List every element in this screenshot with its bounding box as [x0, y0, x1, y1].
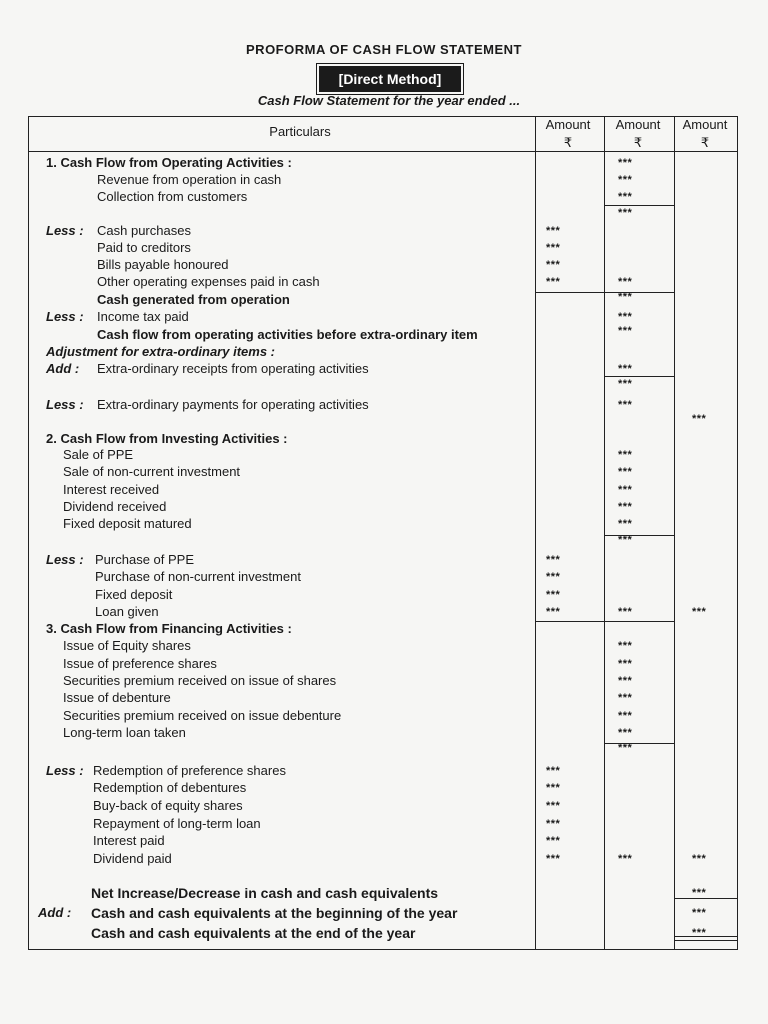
subtotal-placeholder: *** [692, 413, 707, 425]
column-divider [535, 116, 536, 950]
subtotal-rule [604, 205, 674, 206]
section-heading: 2. Cash Flow from Investing Activities : [46, 431, 288, 446]
header-divider [28, 151, 738, 152]
amount-placeholder: *** [546, 835, 561, 847]
table-row-label: Repayment of long-term loan [93, 816, 261, 831]
method-badge: [Direct Method] [319, 66, 461, 92]
amount-placeholder: *** [618, 692, 633, 704]
amount-placeholder: *** [618, 363, 633, 375]
amount-placeholder: *** [692, 606, 707, 618]
amount-placeholder: *** [618, 174, 633, 186]
column-divider [674, 116, 675, 950]
subtotal-placeholder: *** [618, 534, 633, 546]
column-divider [604, 116, 605, 950]
table-row-label: Buy-back of equity shares [93, 798, 243, 813]
subtotal-rule [604, 376, 674, 377]
table-row-label: Long-term loan taken [63, 725, 186, 740]
amount-placeholder: *** [618, 853, 633, 865]
row-prefix: Less : [46, 552, 84, 567]
amount-placeholder: *** [546, 765, 561, 777]
row-prefix: Less : [46, 397, 84, 412]
amount-placeholder: *** [546, 800, 561, 812]
table-row-label: Bills payable honoured [97, 257, 229, 272]
subtotal-rule [674, 936, 738, 937]
table-row-label: Other operating expenses paid in cash [97, 274, 320, 289]
table-row-label: Extra-ordinary payments for operating activities [97, 397, 369, 412]
table-row-label: Redemption of debentures [93, 780, 247, 795]
amount-placeholder: *** [618, 157, 633, 169]
amount-placeholder: *** [618, 727, 633, 739]
table-row-label: Interest paid [93, 833, 165, 848]
amount-placeholder: *** [546, 853, 561, 865]
amount-placeholder: *** [618, 191, 633, 203]
amount-placeholder: *** [546, 225, 561, 237]
table-row-label: Collection from customers [97, 189, 248, 204]
particulars-header: Particulars [269, 124, 331, 139]
subtotal-placeholder: *** [618, 378, 633, 390]
table-row-label: Cash purchases [97, 223, 191, 238]
section-heading: 1. Cash Flow from Operating Activities : [46, 155, 292, 170]
amount-placeholder: *** [618, 658, 633, 670]
table-row-label: Loan given [95, 604, 159, 619]
amount-placeholder: *** [618, 449, 633, 461]
table-row-label: Sale of non-current investment [63, 464, 241, 479]
subtotal-placeholder: *** [618, 325, 633, 337]
row-prefix: Less : [46, 223, 84, 238]
amount-placeholder: *** [618, 399, 633, 411]
amount-placeholder: *** [618, 311, 633, 323]
amount-placeholder: *** [692, 887, 707, 899]
currency-header-3: ₹ [700, 135, 710, 150]
table-row-label: Adjustment for extra-ordinary items : [46, 344, 275, 359]
currency-header-2: ₹ [633, 135, 643, 150]
amount-placeholder: *** [546, 259, 561, 271]
subtotal-rule [604, 743, 674, 744]
row-prefix: Less : [46, 763, 84, 778]
table-row-label: Fixed deposit [95, 587, 173, 602]
table-row-label: Fixed deposit matured [63, 516, 192, 531]
amount-placeholder: *** [618, 484, 633, 496]
table-row-label: Issue of debenture [63, 690, 171, 705]
table-row-label: Net Increase/Decrease in cash and cash equivalents [91, 885, 439, 901]
table-row-label: Interest received [63, 482, 160, 497]
table-row-label: Securities premium received on issue of shares [63, 673, 337, 688]
table-row-label: Redemption of preference shares [93, 763, 286, 778]
table-row-label: Paid to creditors [97, 240, 191, 255]
subtotal-rule [604, 621, 674, 622]
subtotal-placeholder: *** [618, 742, 633, 754]
subtotal-rule [604, 292, 674, 293]
table-row-label: Issue of preference shares [63, 656, 217, 671]
statement-subtitle: Cash Flow Statement for the year ended ... [257, 93, 521, 108]
section-heading: 3. Cash Flow from Financing Activities : [46, 621, 292, 636]
amount-placeholder: *** [546, 554, 561, 566]
amount-placeholder: *** [546, 782, 561, 794]
subtotal-rule [535, 292, 604, 293]
subtotal-rule [674, 898, 738, 899]
subtotal-placeholder: *** [618, 207, 633, 219]
amount-placeholder: *** [618, 501, 633, 513]
amount-placeholder: *** [618, 640, 633, 652]
table-row-label: Cash and cash equivalents at the beginning of the year [91, 905, 458, 921]
subtotal-rule [674, 940, 738, 941]
table-row-label: Sale of PPE [63, 447, 134, 462]
amount-header-2: Amount [615, 117, 661, 132]
amount-placeholder: *** [618, 710, 633, 722]
amount-placeholder: *** [546, 242, 561, 254]
table-row-label: Income tax paid [97, 309, 189, 324]
table-row-label: Securities premium received on issue debenture [63, 708, 342, 723]
page-title: PROFORMA OF CASH FLOW STATEMENT [246, 42, 522, 57]
table-row-label: Cash flow from operating activities before extra-ordinary item [97, 327, 478, 342]
table-row-label: Cash and cash equivalents at the end of the year [91, 925, 416, 941]
amount-placeholder: *** [618, 466, 633, 478]
subtotal-rule [535, 621, 604, 622]
subtotal-rule [604, 535, 674, 536]
amount-placeholder: *** [618, 518, 633, 530]
subtotal-placeholder: *** [618, 291, 633, 303]
row-prefix: Add : [38, 905, 72, 920]
amount-header-3: Amount [682, 117, 728, 132]
currency-header-1: ₹ [563, 135, 573, 150]
amount-placeholder: *** [618, 675, 633, 687]
table-row-label: Issue of Equity shares [63, 638, 191, 653]
table-row-label: Dividend received [63, 499, 167, 514]
amount-placeholder: *** [546, 571, 561, 583]
table-row-label: Cash generated from operation [97, 292, 290, 307]
row-prefix: Less : [46, 309, 84, 324]
amount-placeholder: *** [546, 276, 561, 288]
row-prefix: Add : [46, 361, 80, 376]
amount-placeholder: *** [546, 589, 561, 601]
table-row-label: Purchase of PPE [95, 552, 194, 567]
amount-placeholder: *** [692, 927, 707, 939]
table-row-label: Purchase of non-current investment [95, 569, 301, 584]
amount-header-1: Amount [545, 117, 591, 132]
table-row-label: Revenue from operation in cash [97, 172, 282, 187]
amount-placeholder: *** [692, 907, 707, 919]
amount-placeholder: *** [618, 276, 633, 288]
amount-placeholder: *** [692, 853, 707, 865]
table-row-label: Extra-ordinary receipts from operating activities [97, 361, 369, 376]
amount-placeholder: *** [618, 606, 633, 618]
amount-placeholder: *** [546, 606, 561, 618]
amount-placeholder: *** [546, 818, 561, 830]
table-row-label: Dividend paid [93, 851, 172, 866]
